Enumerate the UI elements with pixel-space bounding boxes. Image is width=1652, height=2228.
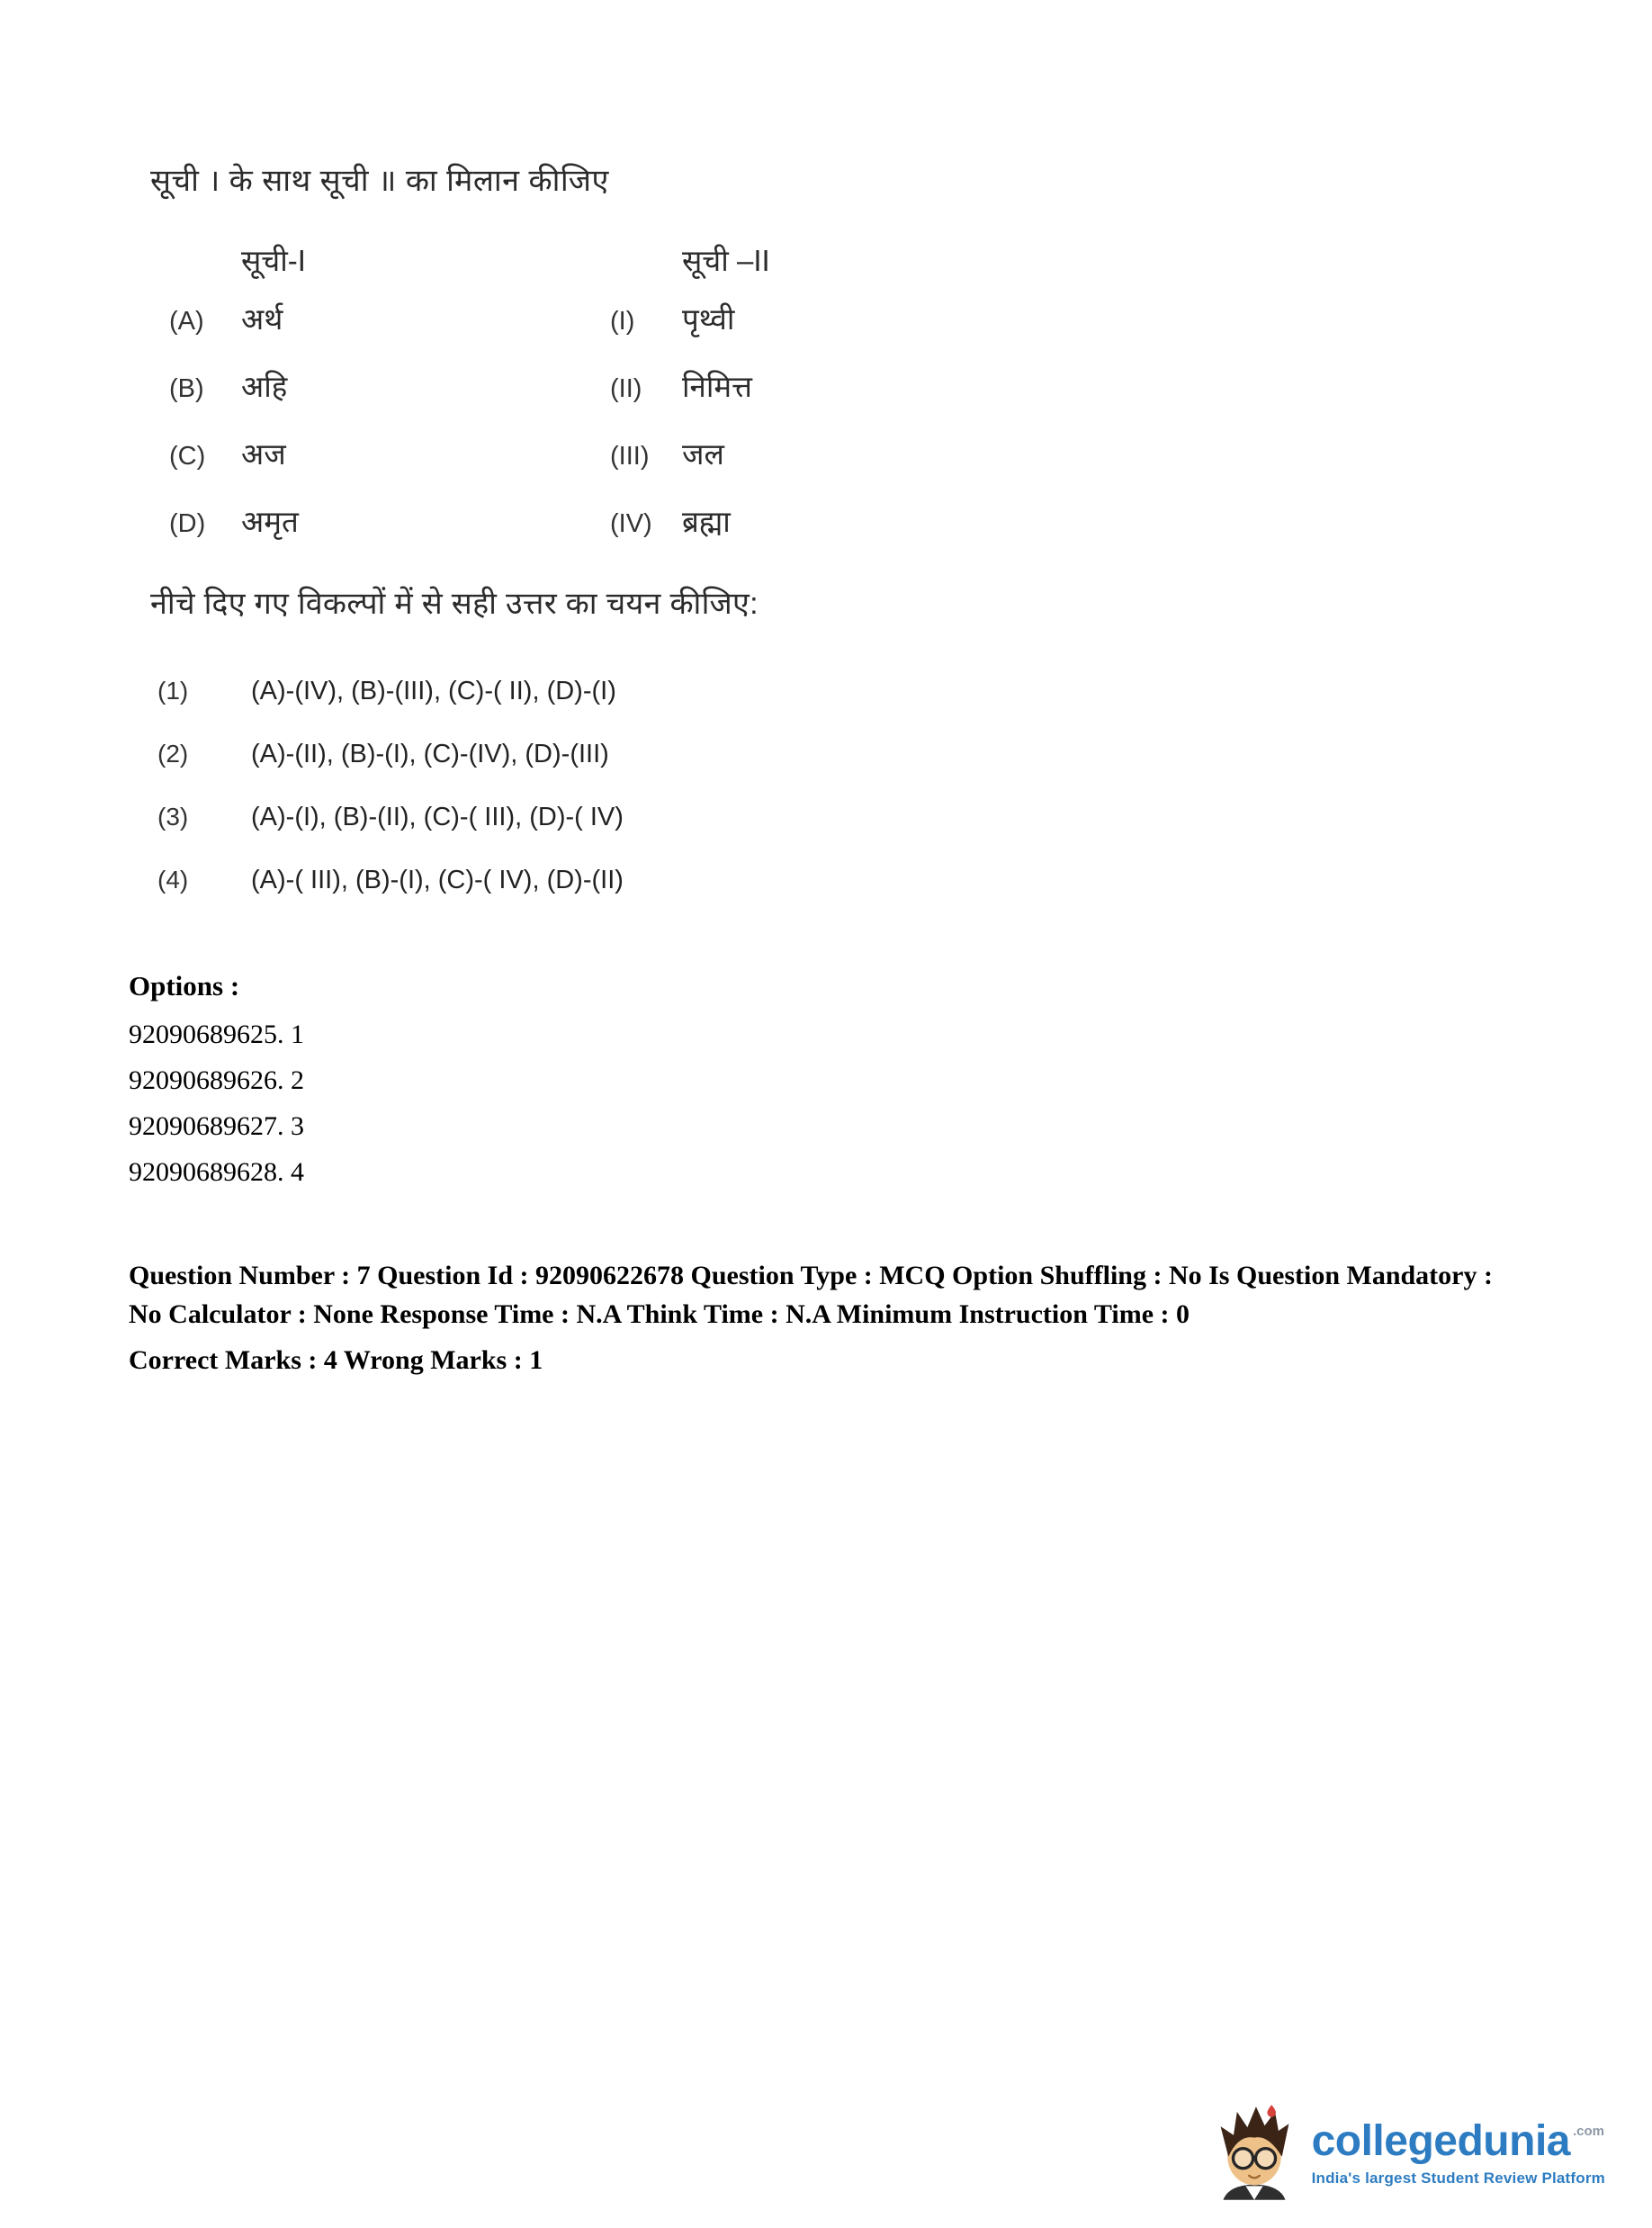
row-c-left-label: (C) bbox=[169, 442, 206, 471]
choice-3 bbox=[157, 803, 624, 832]
brand-text-block bbox=[1311, 2117, 1605, 2188]
row-b-right-word: निमित्त bbox=[682, 370, 752, 403]
option-id-3: 92090689627. 3 bbox=[129, 1111, 304, 1141]
row-d-left-word: अमृत bbox=[241, 505, 299, 538]
brand-wordmark: collegedunia bbox=[1311, 2117, 1570, 2165]
row-d-right-label: (IV) bbox=[610, 509, 652, 538]
match-table bbox=[169, 239, 770, 568]
match-row-a bbox=[169, 298, 770, 338]
options-id-section bbox=[129, 970, 304, 1195]
match-row-c bbox=[169, 433, 770, 473]
choice-2-text: (A)-(II), (B)-(I), (C)-(IV), (D)-(III) bbox=[251, 740, 609, 768]
collegedunia-brand bbox=[1211, 2103, 1605, 2205]
brand-suffix: .com bbox=[1572, 2124, 1604, 2139]
option-id-2: 92090689626. 2 bbox=[129, 1065, 304, 1095]
question-metadata-marks: Correct Marks : 4 Wrong Marks : 1 bbox=[129, 1345, 543, 1375]
collegedunia-mascot-icon bbox=[1211, 2103, 1297, 2205]
choice-2 bbox=[157, 740, 624, 769]
list1-header: सूची-I bbox=[241, 244, 306, 277]
choice-3-number: (3) bbox=[157, 803, 189, 831]
options-heading: Options : bbox=[129, 970, 240, 1002]
row-d-right-word: ब्रह्मा bbox=[682, 505, 731, 538]
row-a-right-label: (I) bbox=[610, 307, 635, 336]
question-metadata-details: Question Number : 7 Question Id : 92090622678 Question Type : MCQ Option Shuffling : No Is Question Mandatory : No Calculator : None Response Time : N.A Think Time : N.A Minimum Instruction Time : 0 bbox=[129, 1261, 1493, 1329]
row-a-right-word: पृथ्वी bbox=[682, 302, 735, 336]
choice-4-number: (4) bbox=[157, 866, 189, 894]
match-row-d bbox=[169, 500, 770, 541]
choice-1-text: (A)-(IV), (B)-(III), (C)-( II), (D)-(I) bbox=[251, 677, 616, 705]
row-a-left-word: अर्थ bbox=[241, 302, 283, 336]
brand-tagline: India's largest Student Review Platform bbox=[1311, 2170, 1605, 2187]
option-id-1: 92090689625. 1 bbox=[129, 1020, 304, 1049]
row-b-left-label: (B) bbox=[169, 374, 204, 403]
choose-answer-instruction: नीचे दिए गए विकल्पों में से सही उत्तर का चयन कीजिए: bbox=[150, 587, 759, 621]
row-d-left-label: (D) bbox=[169, 509, 206, 538]
match-table-header-row bbox=[169, 239, 770, 280]
row-b-right-label: (II) bbox=[610, 374, 642, 403]
row-c-right-label: (III) bbox=[610, 442, 650, 471]
choice-4-text: (A)-( III), (B)-(I), (C)-( IV), (D)-(II) bbox=[251, 866, 624, 894]
choice-1-number: (1) bbox=[157, 677, 189, 705]
option-id-4: 92090689628. 4 bbox=[129, 1157, 304, 1187]
row-c-right-word: जल bbox=[682, 437, 724, 471]
row-c-left-word: अज bbox=[241, 437, 286, 471]
choice-4 bbox=[157, 866, 624, 895]
choice-3-text: (A)-(I), (B)-(II), (C)-( III), (D)-( IV) bbox=[251, 803, 624, 831]
match-row-b bbox=[169, 365, 770, 406]
row-a-left-label: (A) bbox=[169, 307, 204, 336]
choice-2-number: (2) bbox=[157, 740, 189, 768]
row-b-left-word: अहि bbox=[241, 370, 288, 403]
list2-header: सूची –II bbox=[682, 244, 770, 277]
answer-choices bbox=[157, 677, 624, 929]
choice-1 bbox=[157, 677, 624, 706]
question-metadata bbox=[129, 1256, 1505, 1379]
match-lists-prompt: सूची । के साथ सूची ॥ का मिलान कीजिए bbox=[150, 164, 609, 198]
